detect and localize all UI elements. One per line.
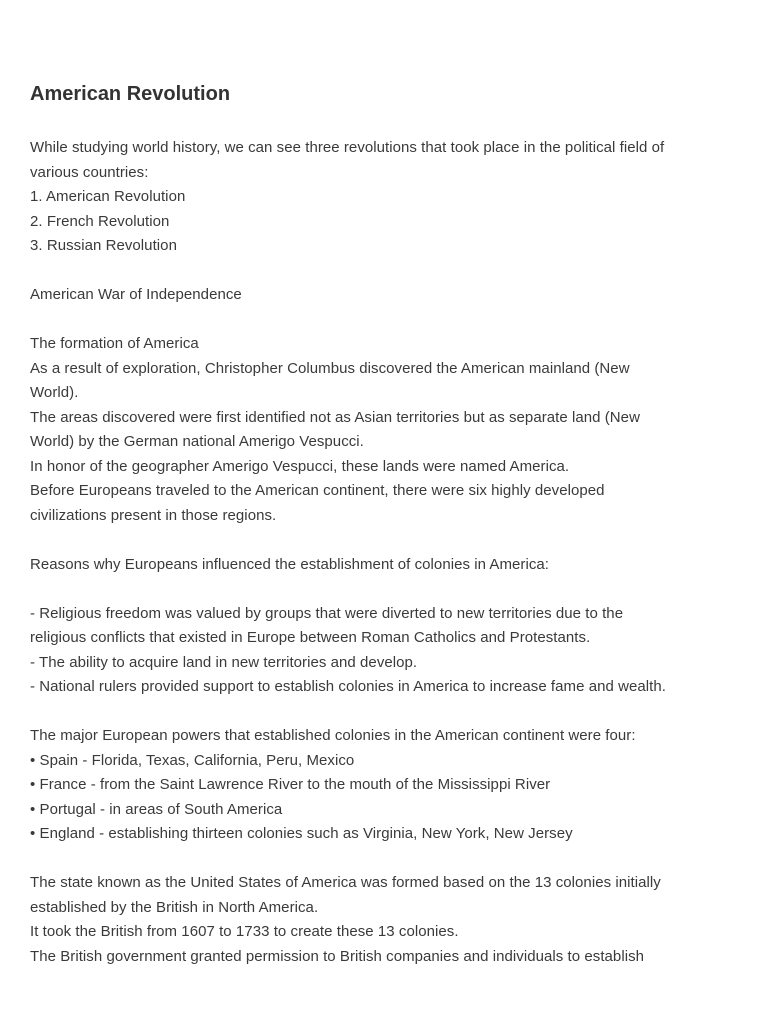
body-line: • Spain - Florida, Texas, California, Peru, Mexico <box>30 751 355 769</box>
blank-line <box>30 528 738 553</box>
body-line: The state known as the United States of America was formed based on the 13 colonies initially <box>30 874 661 891</box>
body-line: - Religious freedom was valued by groups that were diverted to new territories due to the <box>30 604 624 622</box>
body-line: Before Europeans traveled to the American continent, there were six highly developed <box>30 482 605 499</box>
body-line: Reasons why Europeans influenced the establishment of colonies in America: <box>30 555 549 573</box>
body-line: The areas discovered were first identified not as Asian territories but as separate land (New <box>30 408 640 426</box>
body-line: various countries: <box>30 163 149 181</box>
body-line: 1. American Revolution <box>30 188 186 205</box>
body-line: World) by the German national Amerigo Vespucci. <box>30 433 364 450</box>
body-line: The British government granted permission to British companies and individuals to establish <box>30 947 645 965</box>
body-line: American War of Independence <box>30 286 242 303</box>
blank-line <box>30 847 738 872</box>
body-line: It took the British from 1607 to 1733 to create these 13 colonies. <box>30 923 459 940</box>
body-line: The formation of America <box>30 335 199 352</box>
document-title: American Revolution <box>30 83 231 105</box>
body-line: The major European powers that established colonies in the American continent were four: <box>30 727 636 744</box>
body-line: • England - establishing thirteen colonies such as Virginia, New York, New Jersey <box>30 825 573 842</box>
body-line: In honor of the geographer Amerigo Vespucci, these lands were named America. <box>30 457 570 475</box>
body-line: While studying world history, we can see three revolutions that took place in the political field of <box>30 139 665 156</box>
body-line: civilizations present in those regions. <box>30 506 277 524</box>
body-line: World). <box>30 384 79 401</box>
blank-line <box>30 577 738 602</box>
blank-line <box>30 700 738 725</box>
body-line: - National rulers provided support to establish colonies in America to increase fame and wealth. <box>30 678 666 695</box>
body-line: 3. Russian Revolution <box>30 237 177 254</box>
body-line: • Portugal - in areas of South America <box>30 800 283 818</box>
body-line: 2. French Revolution <box>30 212 170 230</box>
body-line: - The ability to acquire land in new territories and develop. <box>30 653 418 671</box>
blank-line <box>30 259 738 284</box>
body-line: As a result of exploration, Christopher Columbus discovered the American mainland (New <box>30 359 630 377</box>
blank-line <box>30 308 738 333</box>
document-body <box>30 136 738 969</box>
body-line: established by the British in North America. <box>30 898 319 916</box>
body-line: • France - from the Saint Lawrence River to the mouth of the Mississippi River <box>30 776 551 793</box>
body-line: religious conflicts that existed in Europe between Roman Catholics and Protestants. <box>30 629 591 646</box>
